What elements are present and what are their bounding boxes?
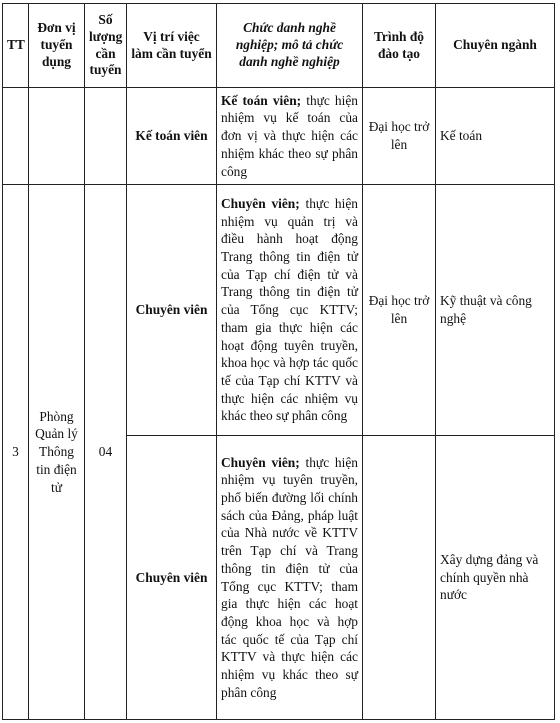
- title-text: thực hiện nhiệm vụ tuyên truyền, phổ biến đường lối chính sách của Đảng, pháp luật của Nhà nước về KTTV trên Tạp chí và Trang thông tin điện tử của Tổng cục KTTV; tham gia thực hiện các hoạt động khoa học và hợp tác quốc tế của Tạp chí KTTV và thực hiện các nhiệm vụ khác theo sự phân công: [221, 454, 358, 700]
- title-bold: Chuyên viên;: [221, 196, 300, 212]
- level-cell: Đại học trở lên: [363, 185, 436, 436]
- table-row: [3, 88, 555, 185]
- header-major: Chuyên ngành: [436, 4, 555, 88]
- header-tt: TT: [3, 4, 29, 88]
- position-cell: Chuyên viên: [127, 185, 217, 436]
- header-level: Trình độ đào tạo: [363, 4, 436, 88]
- quantity-cell: 04: [85, 185, 127, 720]
- title-cell: [217, 185, 363, 436]
- title-cell: [217, 88, 363, 185]
- position-cell: Chuyên viên: [127, 436, 217, 720]
- header-title: Chức danh nghề nghiệp; mô tả chức danh nghề nghiệp: [217, 4, 363, 88]
- header-quantity: Số lượng cần tuyển: [85, 4, 127, 88]
- title-text: thực hiện nhiệm vụ kế toán của đơn vị và thực hiện các nhiệm khác theo sự phân công: [221, 92, 358, 179]
- table-row: [3, 185, 555, 436]
- empty-cell: [85, 88, 127, 185]
- header-row: [3, 4, 555, 88]
- empty-cell: [29, 88, 85, 185]
- header-position: Vị trí việc làm cần tuyển: [127, 4, 217, 88]
- unit-cell: Phòng Quản lý Thông tin điện tử: [29, 185, 85, 720]
- major-cell: Xây dựng đảng và chính quyền nhà nước: [436, 436, 555, 720]
- title-cell: [217, 436, 363, 720]
- position-cell: Kế toán viên: [127, 88, 217, 185]
- header-unit: Đơn vị tuyển dụng: [29, 4, 85, 88]
- recruitment-table-page: [2, 3, 554, 719]
- recruitment-table: [2, 3, 555, 720]
- major-cell: Kỹ thuật và công nghệ: [436, 185, 555, 436]
- tt-cell: 3: [3, 185, 29, 720]
- title-text: thực hiện nhiệm vụ quản trị và điều hành hoạt động Trang thông tin điện tử của Tạp chí điện tử và Trang thông tin điện tử của Tổng cục KTTV; tham gia thực hiện các hoạt động tuyên truyền, khoa học và hợp tác quốc tế của Tạp chí KTTV và thực hiện các nhiệm vụ khác theo sự phân công: [221, 196, 358, 424]
- level-cell: [363, 436, 436, 720]
- title-bold: Kế toán viên;: [221, 92, 302, 108]
- level-cell: Đại học trở lên: [363, 88, 436, 185]
- empty-cell: [3, 88, 29, 185]
- title-bold: Chuyên viên;: [221, 454, 300, 470]
- major-cell: Kế toán: [436, 88, 555, 185]
